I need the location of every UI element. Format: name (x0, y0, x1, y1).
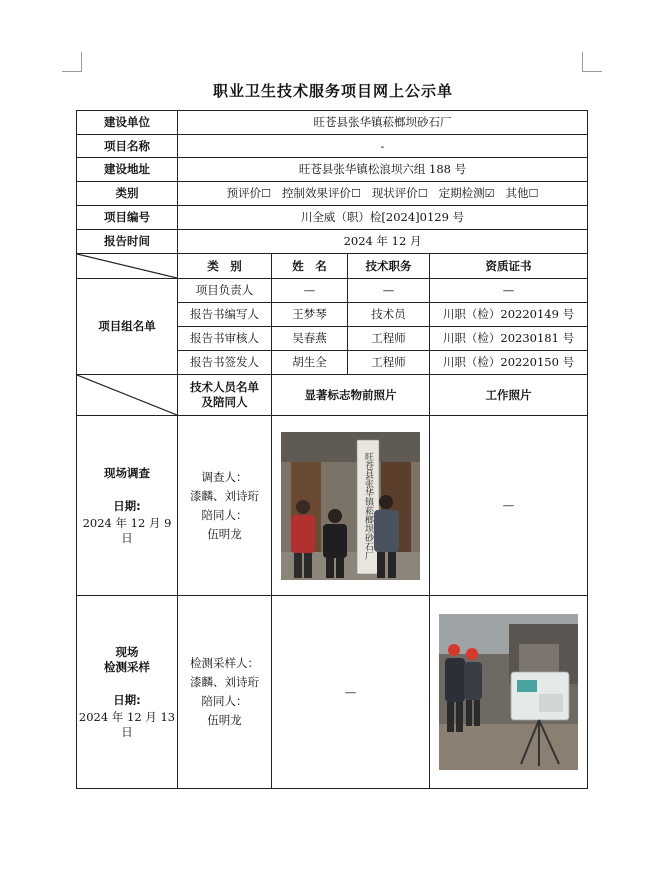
team-name: 王梦琴 (272, 303, 348, 327)
sign-board-text: 旺苍县张华镇菘榔坝砂石厂 (363, 451, 373, 560)
staff-header: 技术人员名单 及陪同人 (178, 375, 272, 416)
sampling-staff-cell: 检测采样人： 漆麟、刘诗珩 陪同人： 伍明龙 (178, 596, 272, 789)
team-title: 工程师 (348, 327, 430, 351)
code-value: 川全威（职）检[2024]0129 号 (178, 206, 588, 230)
checkbox-icon: ☐ (528, 187, 539, 200)
row-address (77, 158, 588, 182)
row-code (77, 206, 588, 230)
address-label: 建设地址 (77, 158, 178, 182)
row-unit (77, 111, 588, 135)
diagonal-cell (77, 254, 178, 279)
category-option: 控制效果评价☐ (281, 186, 361, 200)
team-title: 技术员 (348, 303, 430, 327)
sampling-date-value-2: 日 (121, 724, 133, 739)
survey-sign-photo-cell (272, 416, 430, 596)
team-role: 报告书审核人 (178, 327, 272, 351)
team-header-title: 技术职务 (348, 254, 430, 279)
team-cert: 川职（检）20220149 号 (430, 303, 588, 327)
crop-mark-top-left (62, 52, 82, 72)
checkbox-icon: ☐ (417, 187, 428, 200)
team-section-label: 项目组名单 (77, 279, 178, 375)
sign-photo-header: 显著标志物前照片 (272, 375, 430, 416)
category-label: 类别 (77, 182, 178, 206)
survey-staff-cell: 调查人： 漆麟、刘诗珩 陪同人： 伍明龙 (178, 416, 272, 596)
sampling-date-label: 日期: (113, 692, 141, 707)
row-time (77, 230, 588, 254)
checkbox-checked-icon: ☑ (484, 187, 495, 200)
category-options (178, 182, 588, 206)
row-name (77, 135, 588, 158)
code-label: 项目编号 (77, 206, 178, 230)
checkbox-icon: ☐ (261, 187, 271, 200)
sampling-date-value: 2024 年 12 月 13 (78, 709, 176, 724)
sampling-row (77, 596, 588, 789)
crop-mark-top-right (582, 52, 602, 72)
team-row (77, 279, 588, 303)
category-option: 预评价☐ (226, 186, 271, 200)
diagonal-cell (77, 375, 178, 416)
team-name: 吴春燕 (272, 327, 348, 351)
team-header-cert: 资质证书 (430, 254, 588, 279)
sampling-label-line1: 现场 (115, 644, 139, 659)
category-option: 现状评价☐ (371, 186, 428, 200)
team-role: 项目负责人 (178, 279, 272, 303)
document-title: 职业卫生技术服务项目网上公示单 (212, 82, 453, 100)
category-option: 定期检测☑ (438, 186, 495, 200)
team-cert: — (430, 279, 588, 303)
disclosure-table (76, 110, 588, 789)
survey-date-label: 日期: (113, 498, 141, 513)
activity-header-row (77, 375, 588, 416)
team-role: 报告书编写人 (178, 303, 272, 327)
unit-value: 旺苍县张华镇菘榔坝砂石厂 (178, 111, 588, 135)
team-cert: 川职（检）20230181 号 (430, 327, 588, 351)
sampling-label-line2: 检测采样 (104, 659, 150, 674)
survey-label: 现场调查 (104, 465, 150, 480)
team-title: 工程师 (348, 351, 430, 375)
name-value: - (178, 135, 588, 158)
category-option: 其他☐ (505, 186, 539, 200)
survey-label-cell (77, 416, 178, 596)
survey-date-value-2: 日 (121, 530, 133, 545)
sampling-label-cell (77, 596, 178, 789)
team-name: 胡生全 (272, 351, 348, 375)
sign-board-photo (281, 432, 420, 580)
address-value: 旺苍县张华镇松浪坝六组 188 号 (178, 158, 588, 182)
survey-row (77, 416, 588, 596)
team-header-name: 姓 名 (272, 254, 348, 279)
team-name: — (272, 279, 348, 303)
team-cert: 川职（检）20220150 号 (430, 351, 588, 375)
time-value: 2024 年 12 月 (178, 230, 588, 254)
team-title: — (348, 279, 430, 303)
unit-label: 建设单位 (77, 111, 178, 135)
name-label: 项目名称 (77, 135, 178, 158)
team-header-row (77, 254, 588, 279)
team-role: 报告书签发人 (178, 351, 272, 375)
work-photo-header: 工作照片 (430, 375, 588, 416)
sampling-sign-photo: — (272, 596, 430, 789)
survey-work-photo: — (430, 416, 588, 596)
checkbox-icon: ☐ (350, 187, 361, 200)
sampling-work-photo (439, 614, 578, 770)
row-category (77, 182, 588, 206)
survey-date-value: 2024 年 12 月 9 (82, 515, 172, 530)
time-label: 报告时间 (77, 230, 178, 254)
team-header-category: 类 别 (178, 254, 272, 279)
sampling-work-photo-cell (430, 596, 588, 789)
